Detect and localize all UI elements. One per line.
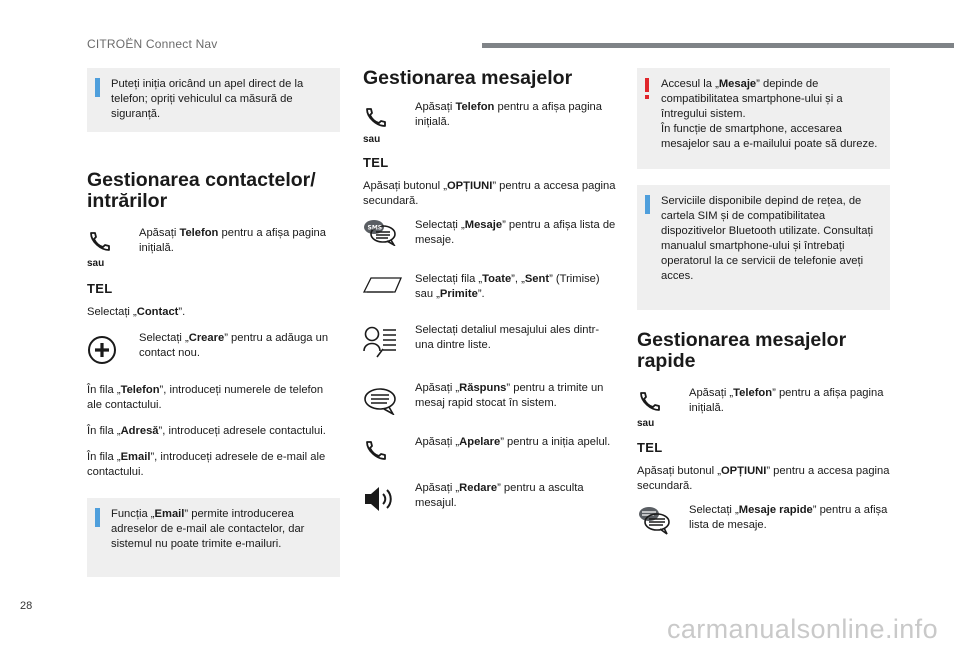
step-quick-messages: [637, 503, 890, 549]
t-post: ” pentru a afișa pagina inițială.: [689, 387, 884, 414]
t-pre: Funcția „: [111, 508, 155, 520]
t-post: pentru a afișa pagina inițială.: [139, 227, 326, 254]
t-pre: Apăsați „: [415, 382, 460, 394]
info-note-email: [87, 498, 340, 577]
t-pre: Selectați „: [87, 306, 137, 318]
step-tabs-text: [415, 272, 616, 302]
t-bold: Telefon: [120, 384, 160, 396]
section-title-contacts: Gestionarea contactelor/ intrărilor: [87, 169, 316, 212]
select-contact-text: [87, 305, 340, 320]
t-pre: Apăsați: [415, 101, 456, 113]
t-mid: ” (Trimise) sau „: [415, 273, 600, 300]
t-pre: Apăsați: [139, 227, 180, 239]
t-bold: Adresă: [120, 425, 159, 437]
t-bold: Mesaje rapide: [738, 504, 813, 516]
t-pre: Apăsați „: [415, 482, 460, 494]
t-post: ” pentru a asculta mesajul.: [415, 482, 584, 509]
t-post: ” pentru a iniția apelul.: [500, 436, 611, 448]
t-bold: OPȚIUNI: [446, 180, 493, 192]
tab-folder-icon: [363, 276, 407, 299]
t-pre: Accesul la „: [661, 78, 719, 90]
info-note-text: Serviciile disponibile depind de rețea, de cartela SIM și de compatibilitatea dispozitivelor Bluetooth utilizate. Consultați manualul smartphone-ului și întrebați operatorul la ce servicii de telefonie aveți acces.: [661, 195, 874, 282]
t-pre: Selectați „: [415, 219, 465, 231]
t-bold: Telefon: [733, 387, 773, 399]
sau-label: sau: [363, 134, 381, 145]
info-mark-icon: [645, 195, 650, 214]
warning-note: [637, 68, 890, 169]
phone-icon: [363, 106, 407, 145]
warning-mark-icon: [645, 78, 649, 92]
t-bold: OPȚIUNI: [720, 465, 767, 477]
t-post: ” depinde de compatibilitatea smartphone-ului și a întregului sistem.: [661, 78, 843, 120]
sau-label: sau: [87, 258, 105, 269]
step-address: [87, 424, 340, 439]
t-post: ” pentru a accesa pagina secundară.: [363, 180, 616, 207]
t-bold: Email: [120, 451, 151, 463]
speaker-icon: [363, 485, 407, 518]
tel-button-label: TEL: [87, 281, 113, 296]
t-pre: În fila „: [87, 451, 121, 463]
column-contacts: [87, 68, 340, 577]
step-reply-text: [415, 381, 616, 411]
t-mid: ”, „: [511, 273, 525, 285]
phone-icon: [87, 230, 131, 269]
sau-label: sau: [637, 418, 655, 429]
step-detail-text: Selectați detaliul mesajului ales dintr-una dintre liste.: [415, 324, 600, 351]
step-create: [87, 331, 340, 377]
t-post: ” pentru a trimite un mesaj rapid stocat în sistem.: [415, 382, 604, 409]
section-title-messages: Gestionarea mesajelor: [363, 67, 573, 89]
step-phone-numbers: [87, 383, 340, 413]
step-phone-text: [139, 226, 340, 256]
contact-list-icon: [363, 325, 407, 364]
t-pre: Selectați „: [689, 504, 739, 516]
tel-button-label: TEL: [363, 155, 389, 170]
t-pre: Selectați fila „: [415, 273, 483, 285]
t-post: ”, introduceți numerele de telefon ale contactului.: [87, 384, 324, 411]
page-number: 28: [20, 600, 33, 612]
t-pre: Apăsați butonul „: [637, 465, 721, 477]
header-bar: [482, 43, 954, 48]
t-bold: Creare: [188, 332, 225, 344]
step-messages: [363, 218, 616, 268]
t-post: ”, introduceți adresele de e-mail ale contactului.: [87, 451, 326, 478]
t-bold: Telefon: [179, 227, 219, 239]
t-post: ”.: [178, 306, 186, 318]
phone-icon: [637, 390, 681, 429]
step-messages-text: [415, 218, 616, 248]
step-call: [363, 435, 616, 481]
step-play-text: [415, 481, 616, 511]
info-mark-icon: [95, 78, 100, 97]
step-quick-messages-text: [689, 503, 890, 533]
step-create-text: [139, 331, 340, 361]
column-quick-messages: [637, 68, 890, 549]
t-pre: Apăsați „: [415, 436, 460, 448]
step-reply: [363, 381, 616, 431]
step-email: [87, 450, 340, 480]
info-mark-icon: [95, 508, 100, 527]
t-post: ”.: [477, 288, 485, 300]
t-bold: Email: [154, 508, 185, 520]
step-phone: [363, 100, 616, 156]
plus-circle-icon: [87, 335, 131, 370]
t-bold: Mesaje: [718, 78, 757, 90]
sms-bubble-icon: [363, 218, 407, 251]
step-tabs: [363, 272, 616, 322]
t-post: ”, introduceți adresele contactului.: [158, 425, 326, 437]
options-text: [363, 179, 616, 209]
t-pre: Apăsați „: [689, 387, 734, 399]
step-phone-text: [689, 386, 890, 416]
step-play: [363, 481, 616, 527]
t-bold: Mesaje: [464, 219, 503, 231]
sms-label: SMS: [367, 224, 383, 232]
quick-reply-icon: [363, 387, 407, 420]
section-title-quick-messages: Gestionarea mesajelor rapide: [637, 329, 847, 372]
options-text: [637, 464, 890, 494]
t-post: pentru a afișa pagina inițială.: [415, 101, 602, 128]
t-pre: În fila „: [87, 384, 121, 396]
t-post: ” permite introducerea adreselor de e-mail ale contactelor, dar sistemul nu poate trimite e-mailuri.: [111, 508, 305, 550]
quick-messages-icon: [637, 505, 681, 540]
t-post: ” pentru a afișa lista de mesaje.: [689, 504, 888, 531]
t-bold: Sent: [524, 273, 550, 285]
t-post: ” pentru a afișa lista de mesaje.: [415, 219, 616, 246]
t-bold: Primite: [439, 288, 478, 300]
step-phone-text: [415, 100, 616, 130]
phone-icon: [363, 439, 407, 466]
header-title: CITROËN Connect Nav: [87, 37, 218, 51]
t-bold: Răspuns: [459, 382, 507, 394]
t-pre: Apăsați butonul „: [363, 180, 447, 192]
tel-button-label: TEL: [637, 440, 663, 455]
step-detail: [363, 323, 616, 377]
warning-dot-icon: [645, 95, 649, 99]
step-phone: [87, 226, 340, 282]
info-note-services: [637, 185, 890, 310]
t-bold: Contact: [136, 306, 179, 318]
warning-note-line2: În funcție de smartphone, accesarea mesajelor sau a e-mailului poate să dureze.: [661, 123, 878, 150]
t-pre: În fila „: [87, 425, 121, 437]
t-post: ” pentru a adăuga un contact nou.: [139, 332, 329, 359]
t-pre: Selectați „: [139, 332, 189, 344]
info-note-text: Puteți iniția oricând un apel direct de la telefon; opriți vehiculul ca măsură de siguranță.: [111, 78, 304, 120]
watermark: carmanualsonline.info: [666, 614, 938, 644]
step-call-text: [415, 435, 616, 450]
t-post: ” pentru a accesa pagina secundară.: [637, 465, 890, 492]
column-messages: [363, 68, 616, 527]
t-bold: Redare: [459, 482, 498, 494]
t-bold: Apelare: [459, 436, 501, 448]
info-note: [87, 68, 340, 132]
t-bold: Telefon: [455, 101, 495, 113]
step-phone: [637, 386, 890, 440]
t-bold: Toate: [482, 273, 512, 285]
